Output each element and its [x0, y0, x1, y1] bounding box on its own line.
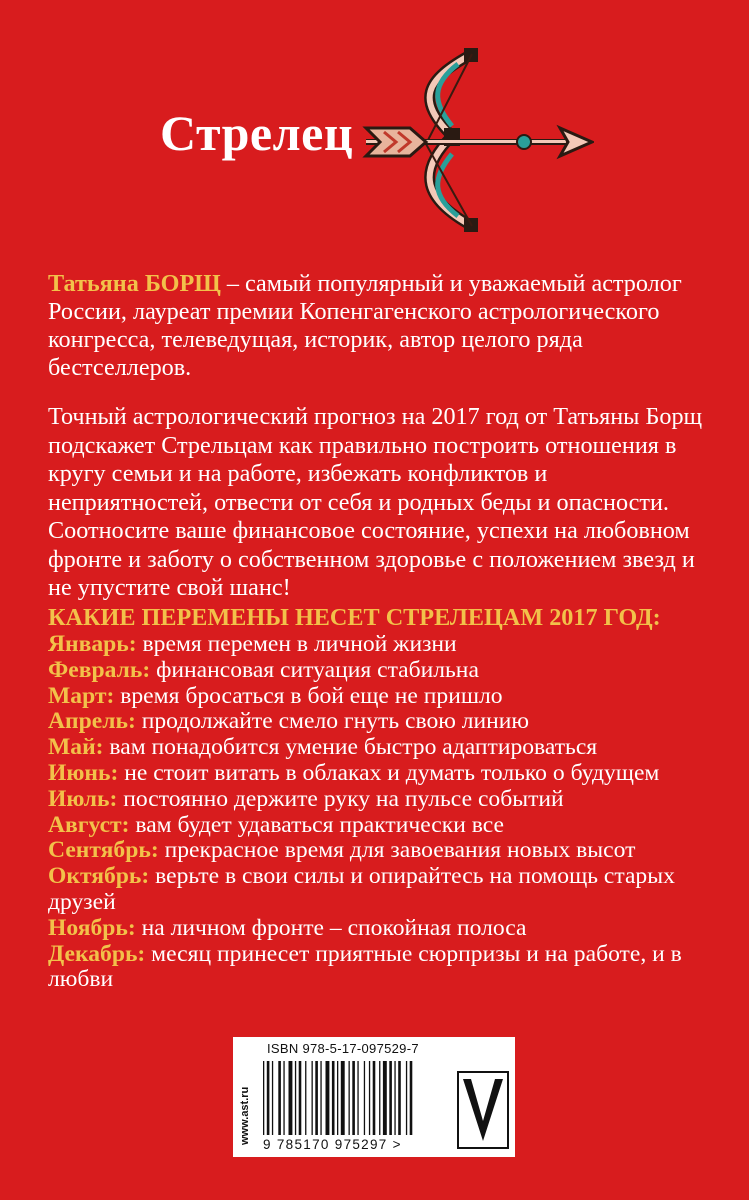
month-text: не стоит витать в облаках и думать только о будущем — [118, 759, 660, 786]
barcode-bar — [272, 1061, 273, 1135]
isbn-text: ISBN 978-5-17-097529-7 — [267, 1041, 419, 1056]
month-text: продолжайте смело гнуть свою линию — [135, 708, 530, 735]
barcode-bar — [326, 1061, 330, 1135]
author-intro — [48, 270, 698, 382]
book-description: Точный астрологический прогноз на 2017 год от Татьяны Борщ подскажет Стрельцам как правильно построить отношения в кругу семьи и на работе, избежать конфликтов и неприятностей, отвести от себя и родных беды и опасности. Соотносите ваше финансовое состояние, успехи на любовном фронте и заботу о собственном здоровье с положением звезд и не упустите свой шанс! — [48, 403, 703, 601]
month-label: Январь: — [48, 631, 137, 657]
list-item — [48, 942, 708, 994]
author-bio: – самый популярный и уважаемый астролог России, лауреат премии Копенгагенского астрологического конгресса, телеведущая, историк, автор целого ряда бестселлеров. — [48, 270, 682, 381]
barcode-bar — [278, 1061, 281, 1135]
barcode-bar — [315, 1061, 318, 1135]
barcode-bar — [263, 1061, 264, 1135]
list-item — [48, 864, 708, 916]
month-label: Сентябрь: — [48, 837, 159, 864]
barcode-bar — [352, 1061, 355, 1135]
month-label: Февраль: — [48, 656, 151, 683]
list-item — [48, 709, 708, 735]
month-label: Июль: — [48, 785, 118, 812]
month-label: Март: — [48, 682, 115, 709]
barcode-bar — [299, 1061, 302, 1135]
barcode-bar — [295, 1061, 296, 1135]
list-item — [48, 787, 708, 813]
list-item — [48, 761, 708, 787]
barcode-bar — [369, 1061, 370, 1135]
barcode-bar — [341, 1061, 345, 1135]
barcode-bar — [312, 1061, 313, 1135]
barcode-bar — [383, 1061, 387, 1135]
barcode-bar — [379, 1061, 380, 1135]
barcode-bar — [267, 1061, 270, 1135]
month-label: Октябрь: — [48, 863, 150, 890]
month-text: месяц принесет приятные сюрпризы и на работе, и в любви — [48, 940, 682, 993]
barcode-bar — [410, 1061, 413, 1135]
barcode-bar — [283, 1061, 284, 1135]
list-item — [48, 735, 708, 761]
list-item — [48, 838, 708, 864]
list-item — [48, 684, 708, 710]
month-text: вам понадобится умение быстро адаптироваться — [103, 734, 598, 761]
list-item — [48, 632, 708, 658]
barcode-bar — [364, 1061, 365, 1135]
barcode-bar — [357, 1061, 358, 1135]
barcode-bar — [332, 1061, 335, 1135]
month-label: Ноябрь: — [48, 914, 136, 941]
publisher-logo-icon — [457, 1071, 509, 1149]
month-text: прекрасное время для завоевания новых высот — [158, 837, 636, 864]
barcode-bar — [406, 1061, 407, 1135]
month-text: вам будет удаваться практически все — [129, 811, 504, 838]
ean-number: 9 785170 975297 > — [263, 1137, 402, 1152]
month-text: верьте в свои силы и опирайтесь на помощь старых друзей — [48, 863, 675, 915]
barcode-bar — [373, 1061, 376, 1135]
barcode-panel — [233, 1037, 515, 1157]
month-text: время перемен в личной жизни — [136, 631, 457, 657]
month-text: на личном фронте – спокойная полоса — [135, 914, 527, 941]
month-label: Август: — [48, 811, 130, 838]
publisher-site: www.ast.ru — [239, 1086, 251, 1145]
forecast-title: КАКИЕ ПЕРЕМЕНЫ НЕСЕТ СТРЕЛЕЦАМ 2017 ГОД: — [48, 604, 661, 631]
barcode-bar — [349, 1061, 350, 1135]
barcode-bar — [305, 1061, 306, 1135]
author-name: Татьяна БОРЩ — [48, 270, 221, 297]
month-text: финансовая ситуация стабильна — [150, 656, 479, 683]
barcode-bar — [389, 1061, 392, 1135]
barcode-bar — [398, 1061, 401, 1135]
list-item — [48, 916, 708, 942]
barcode-bar — [337, 1061, 338, 1135]
monthly-forecast-list — [48, 632, 708, 993]
sign-title: Стрелец — [160, 105, 354, 161]
barcode-bars — [263, 1061, 449, 1135]
month-label: Май: — [48, 734, 104, 761]
barcode-bar — [320, 1061, 321, 1135]
list-item — [48, 813, 708, 839]
barcode-bar — [289, 1061, 293, 1135]
barcode-bar — [394, 1061, 395, 1135]
sagittarius-emblem-icon — [354, 40, 594, 240]
month-text: время бросаться в бой еще не пришло — [114, 682, 503, 709]
list-item — [48, 658, 708, 684]
month-label: Декабрь: — [48, 940, 146, 967]
month-label: Июнь: — [48, 759, 119, 786]
month-label: Апрель: — [48, 708, 136, 735]
month-text: постоянно держите руку на пульсе событий — [117, 785, 564, 812]
